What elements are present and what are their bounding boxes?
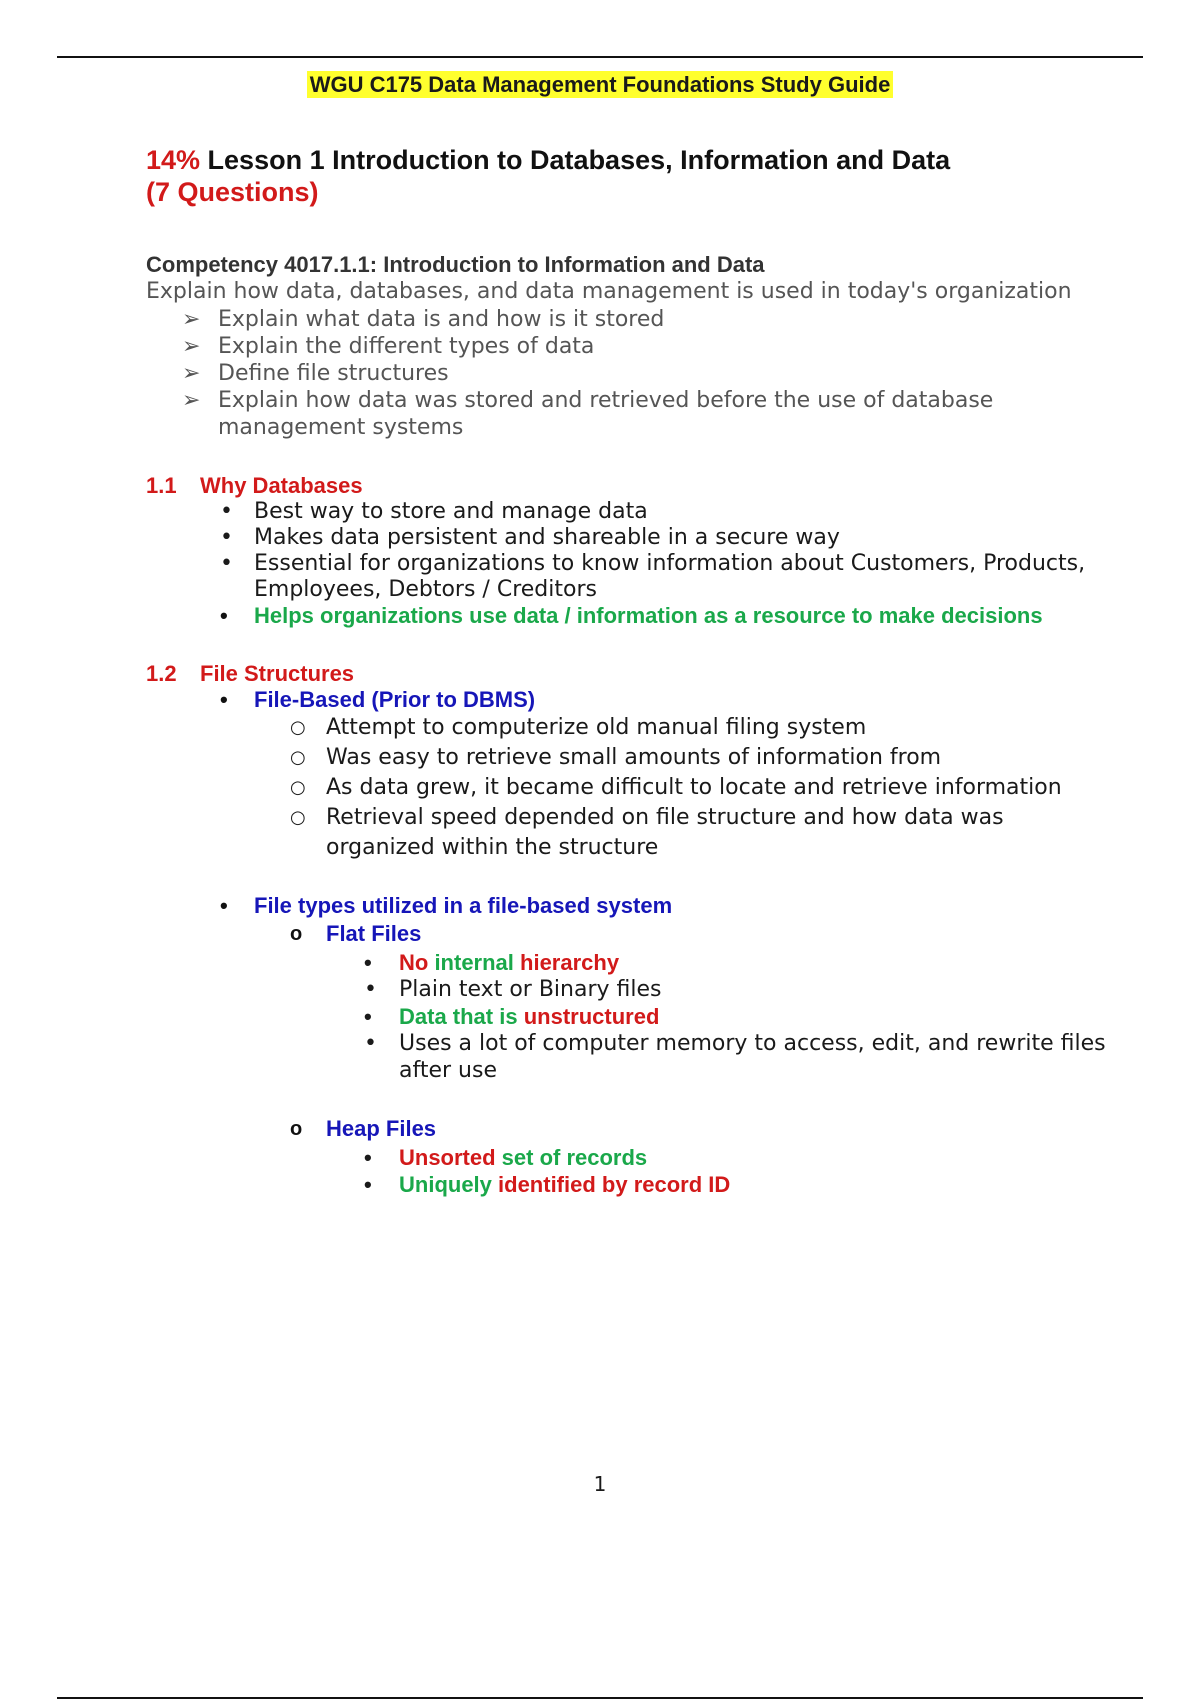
file-based-label: File-Based (Prior to DBMS) <box>254 687 536 712</box>
lesson-heading <box>146 144 1106 208</box>
bullet-text: Best way to store and manage data <box>254 499 648 524</box>
bullet-text: Was easy to retrieve small amounts of information from <box>326 745 942 770</box>
bullet-text: As data grew, it became difficult to locate and retrieve information <box>326 775 1062 800</box>
objective-text: Define file structures <box>218 361 449 386</box>
lesson-percent: 14% <box>146 145 201 175</box>
text-fragment: Uniquely <box>399 1172 492 1197</box>
arrow-bullet-icon: ➢ <box>182 307 201 332</box>
objectives-list <box>146 306 1106 441</box>
bullet-icon: • <box>364 950 372 975</box>
text-fragment: Data that is <box>399 1004 518 1029</box>
bullet-icon: • <box>364 1031 377 1056</box>
document-title <box>0 72 1200 98</box>
file-types-list <box>146 893 1106 919</box>
heap-files-label: Heap Files <box>326 1116 437 1141</box>
section-number: 1.1 <box>146 473 177 498</box>
list-item <box>146 360 1106 387</box>
text-fragment: unstructured <box>517 1004 660 1029</box>
list-item <box>146 1114 1106 1144</box>
list-item <box>146 1171 1106 1198</box>
bullet-icon: • <box>364 1004 372 1029</box>
page-number: 1 <box>593 1472 607 1496</box>
bullet-icon: • <box>220 525 233 550</box>
list-item <box>146 949 1106 976</box>
section-heading-1-1 <box>146 473 1106 499</box>
circle-bullet-icon: ○ <box>290 717 306 738</box>
bullet-text: Uses a lot of computer memory to access, edit, and rewrite files after use <box>399 1031 1106 1083</box>
bullet-icon: • <box>364 1145 372 1170</box>
list-item <box>146 306 1106 333</box>
list-item <box>146 1144 1106 1171</box>
list-item <box>146 551 1106 603</box>
list-item <box>146 387 1106 441</box>
page-content <box>146 144 1106 1198</box>
objective-text: Explain what data is and how is it stored <box>218 307 665 332</box>
heap-files-list <box>146 1144 1106 1198</box>
circle-bullet-icon: ○ <box>290 777 306 798</box>
text-fragment: set of records <box>495 1145 648 1170</box>
bullet-icon: • <box>220 603 228 628</box>
objective-text: Explain the different types of data <box>218 334 595 359</box>
list-item <box>146 893 1106 919</box>
list-item <box>146 919 1106 949</box>
list-item <box>146 333 1106 360</box>
bullet-text: Plain text or Binary files <box>399 977 662 1002</box>
bullet-icon: • <box>220 687 228 712</box>
bullet-icon: • <box>364 1172 372 1197</box>
section-number: 1.2 <box>146 661 177 686</box>
section-title: Why Databases <box>200 473 363 498</box>
flat-files-label: Flat Files <box>326 921 422 946</box>
list-item <box>146 713 1106 743</box>
bullet-icon: • <box>220 551 233 576</box>
list-item <box>146 1003 1106 1030</box>
circle-bullet-icon: o <box>290 1118 303 1140</box>
section-title: File Structures <box>200 661 355 686</box>
list-item <box>146 976 1106 1003</box>
heap-files-heading <box>146 1114 1106 1144</box>
document-title-text: WGU C175 Data Management Foundations Study Guide <box>307 71 894 98</box>
file-types-label: File types utilized in a file-based system <box>254 893 673 918</box>
circle-bullet-icon: ○ <box>290 807 306 828</box>
file-based-list <box>146 713 1106 863</box>
list-item <box>146 1030 1106 1084</box>
bullet-text: Makes data persistent and shareable in a secure way <box>254 525 840 550</box>
text-fragment: internal <box>428 950 514 975</box>
text-fragment: hierarchy <box>513 950 620 975</box>
arrow-bullet-icon: ➢ <box>182 388 201 413</box>
section-heading-1-2 <box>146 661 1106 687</box>
lesson-questions: (7 Questions) <box>146 177 319 207</box>
list-item <box>146 803 1106 863</box>
bullet-text: Retrieval speed depended on file structure and how data was organized within the structure <box>326 805 1004 860</box>
bullet-text: Essential for organizations to know information about Customers, Products, Employees, Debtors / Creditors <box>254 551 1086 602</box>
file-structures-list <box>146 687 1106 713</box>
bullet-text: Attempt to computerize old manual filing system <box>326 715 867 740</box>
circle-bullet-icon: o <box>290 923 303 945</box>
bullet-icon: • <box>364 977 377 1002</box>
why-databases-list <box>146 499 1106 629</box>
bullet-text: Helps organizations use data / information as a resource to make decisions <box>254 603 1043 628</box>
flat-files-heading <box>146 919 1106 949</box>
text-fragment: Unsorted <box>399 1145 496 1170</box>
flat-files-list <box>146 949 1106 1084</box>
list-item <box>146 499 1106 525</box>
list-item <box>146 525 1106 551</box>
lesson-title: Lesson 1 Introduction to Databases, Information and Data <box>200 145 951 175</box>
list-item <box>146 743 1106 773</box>
list-item <box>146 603 1106 629</box>
bullet-icon: • <box>220 893 228 918</box>
top-rule <box>57 56 1143 58</box>
competency-description: Explain how data, databases, and data management is used in today's organization <box>146 279 1072 304</box>
circle-bullet-icon: ○ <box>290 747 306 768</box>
list-item <box>146 773 1106 803</box>
bottom-rule <box>57 1697 1143 1699</box>
arrow-bullet-icon: ➢ <box>182 361 201 386</box>
bullet-icon: • <box>220 499 233 524</box>
text-fragment: identified by record ID <box>491 1172 731 1197</box>
competency-heading: Competency 4017.1.1: Introduction to Information and Data <box>146 252 765 277</box>
objective-text: Explain how data was stored and retrieved before the use of database management systems <box>218 388 994 440</box>
list-item <box>146 687 1106 713</box>
arrow-bullet-icon: ➢ <box>182 334 201 359</box>
text-fragment: No <box>399 950 429 975</box>
